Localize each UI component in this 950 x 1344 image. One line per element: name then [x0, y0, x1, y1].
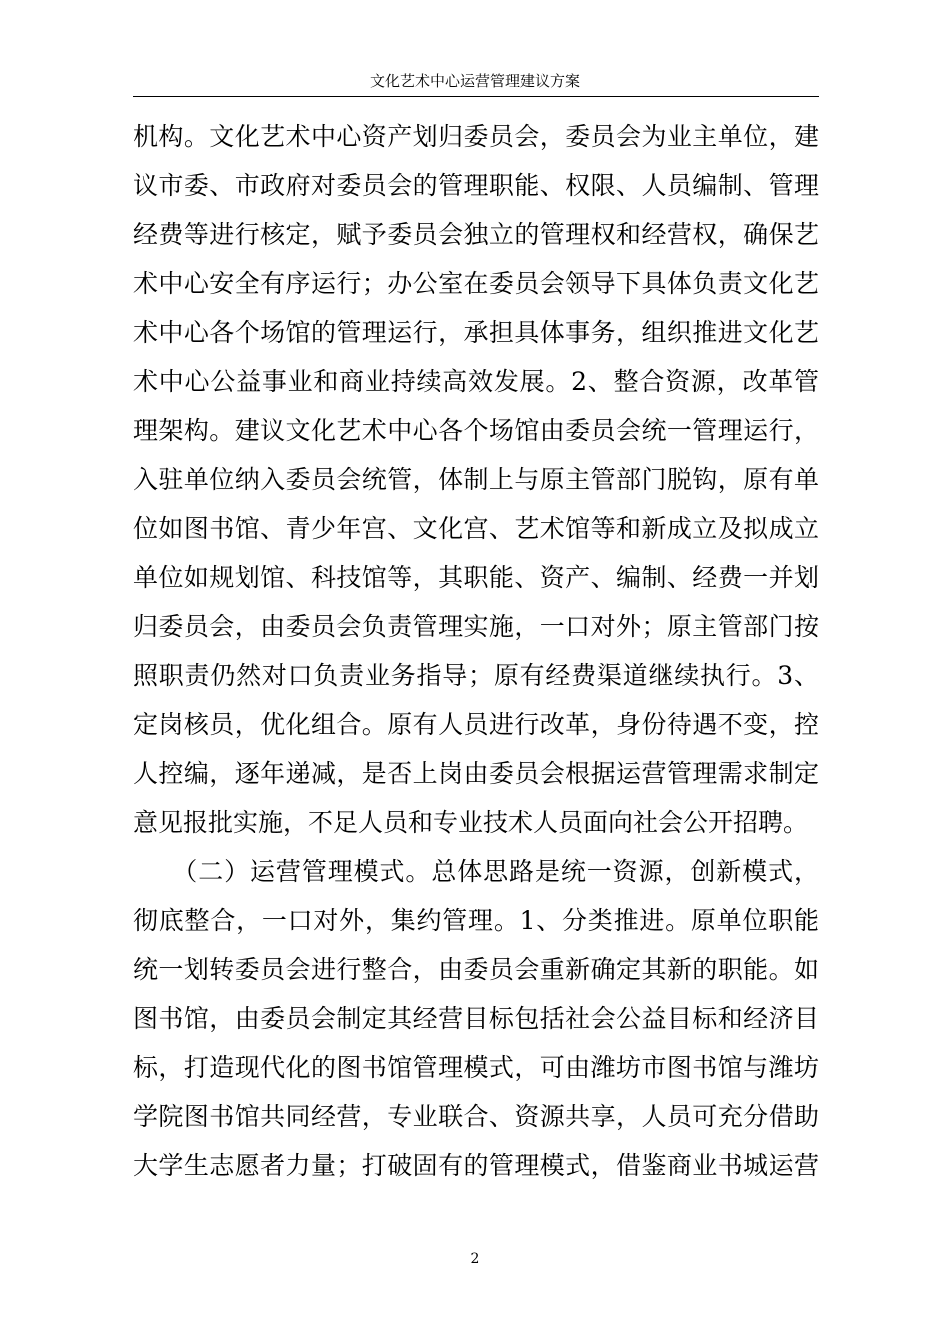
body-line: 术中心各个场馆的管理运行，承担具体事务，组织推进文化艺: [133, 318, 819, 347]
body-line: 经费等进行核定，赋予委员会独立的管理权和经营权，确保艺: [133, 220, 819, 249]
body-line: 机构。文化艺术中心资产划归委员会，委员会为业主单位，建: [133, 122, 819, 151]
body-line: 理架构。建议文化艺术中心各个场馆由委员会统一管理运行，: [133, 416, 819, 445]
body-line: 归委员会，由委员会负责管理实施，一口对外；原主管部门按: [133, 612, 819, 641]
body-line: 图书馆，由委员会制定其经营目标包括社会公益目标和经济目: [133, 1004, 819, 1033]
body-line: 学院图书馆共同经营，专业联合、资源共享，人员可充分借助: [133, 1102, 819, 1131]
page-footer: [0, 1250, 950, 1268]
body-line: 入驻单位纳入委员会统管，体制上与原主管部门脱钩，原有单: [133, 465, 819, 494]
body-line: 标，打造现代化的图书馆管理模式，可由潍坊市图书馆与潍坊: [133, 1053, 819, 1082]
body-line: 单位如规划馆、科技馆等，其职能、资产、编制、经费一并划: [133, 563, 819, 592]
document-body: [133, 112, 819, 1190]
header-title: 文化艺术中心运营管理建议方案: [369, 72, 580, 90]
body-line: 术中心公益事业和商业持续高效发展。2、整合资源，改革管: [133, 367, 819, 396]
page-number: 2: [470, 1251, 480, 1267]
body-line: 位如图书馆、青少年宫、文化宫、艺术馆等和新成立及拟成立: [133, 514, 819, 543]
page-header: [0, 72, 950, 90]
body-line: 术中心安全有序运行；办公室在委员会领导下具体负责文化艺: [133, 269, 819, 298]
body-line: （二）运营管理模式。总体思路是统一资源，创新模式，: [133, 857, 819, 886]
body-line: 人控编，逐年递减，是否上岗由委员会根据运营管理需求制定: [133, 759, 819, 788]
body-line: 统一划转委员会进行整合，由委员会重新确定其新的职能。如: [133, 955, 819, 984]
body-line: 照职责仍然对口负责业务指导；原有经费渠道继续执行。3、: [133, 661, 819, 690]
body-line: 彻底整合，一口对外，集约管理。1、分类推进。原单位职能: [133, 906, 819, 935]
body-line: 议市委、市政府对委员会的管理职能、权限、人员编制、管理: [133, 171, 819, 200]
body-line: 大学生志愿者力量；打破固有的管理模式，借鉴商业书城运营: [133, 1151, 819, 1180]
body-line: 定岗核员，优化组合。原有人员进行改革，身份待遇不变，控: [133, 710, 819, 739]
header-divider: [133, 96, 819, 97]
body-line: 意见报批实施，不足人员和专业技术人员面向社会公开招聘。: [133, 808, 809, 837]
